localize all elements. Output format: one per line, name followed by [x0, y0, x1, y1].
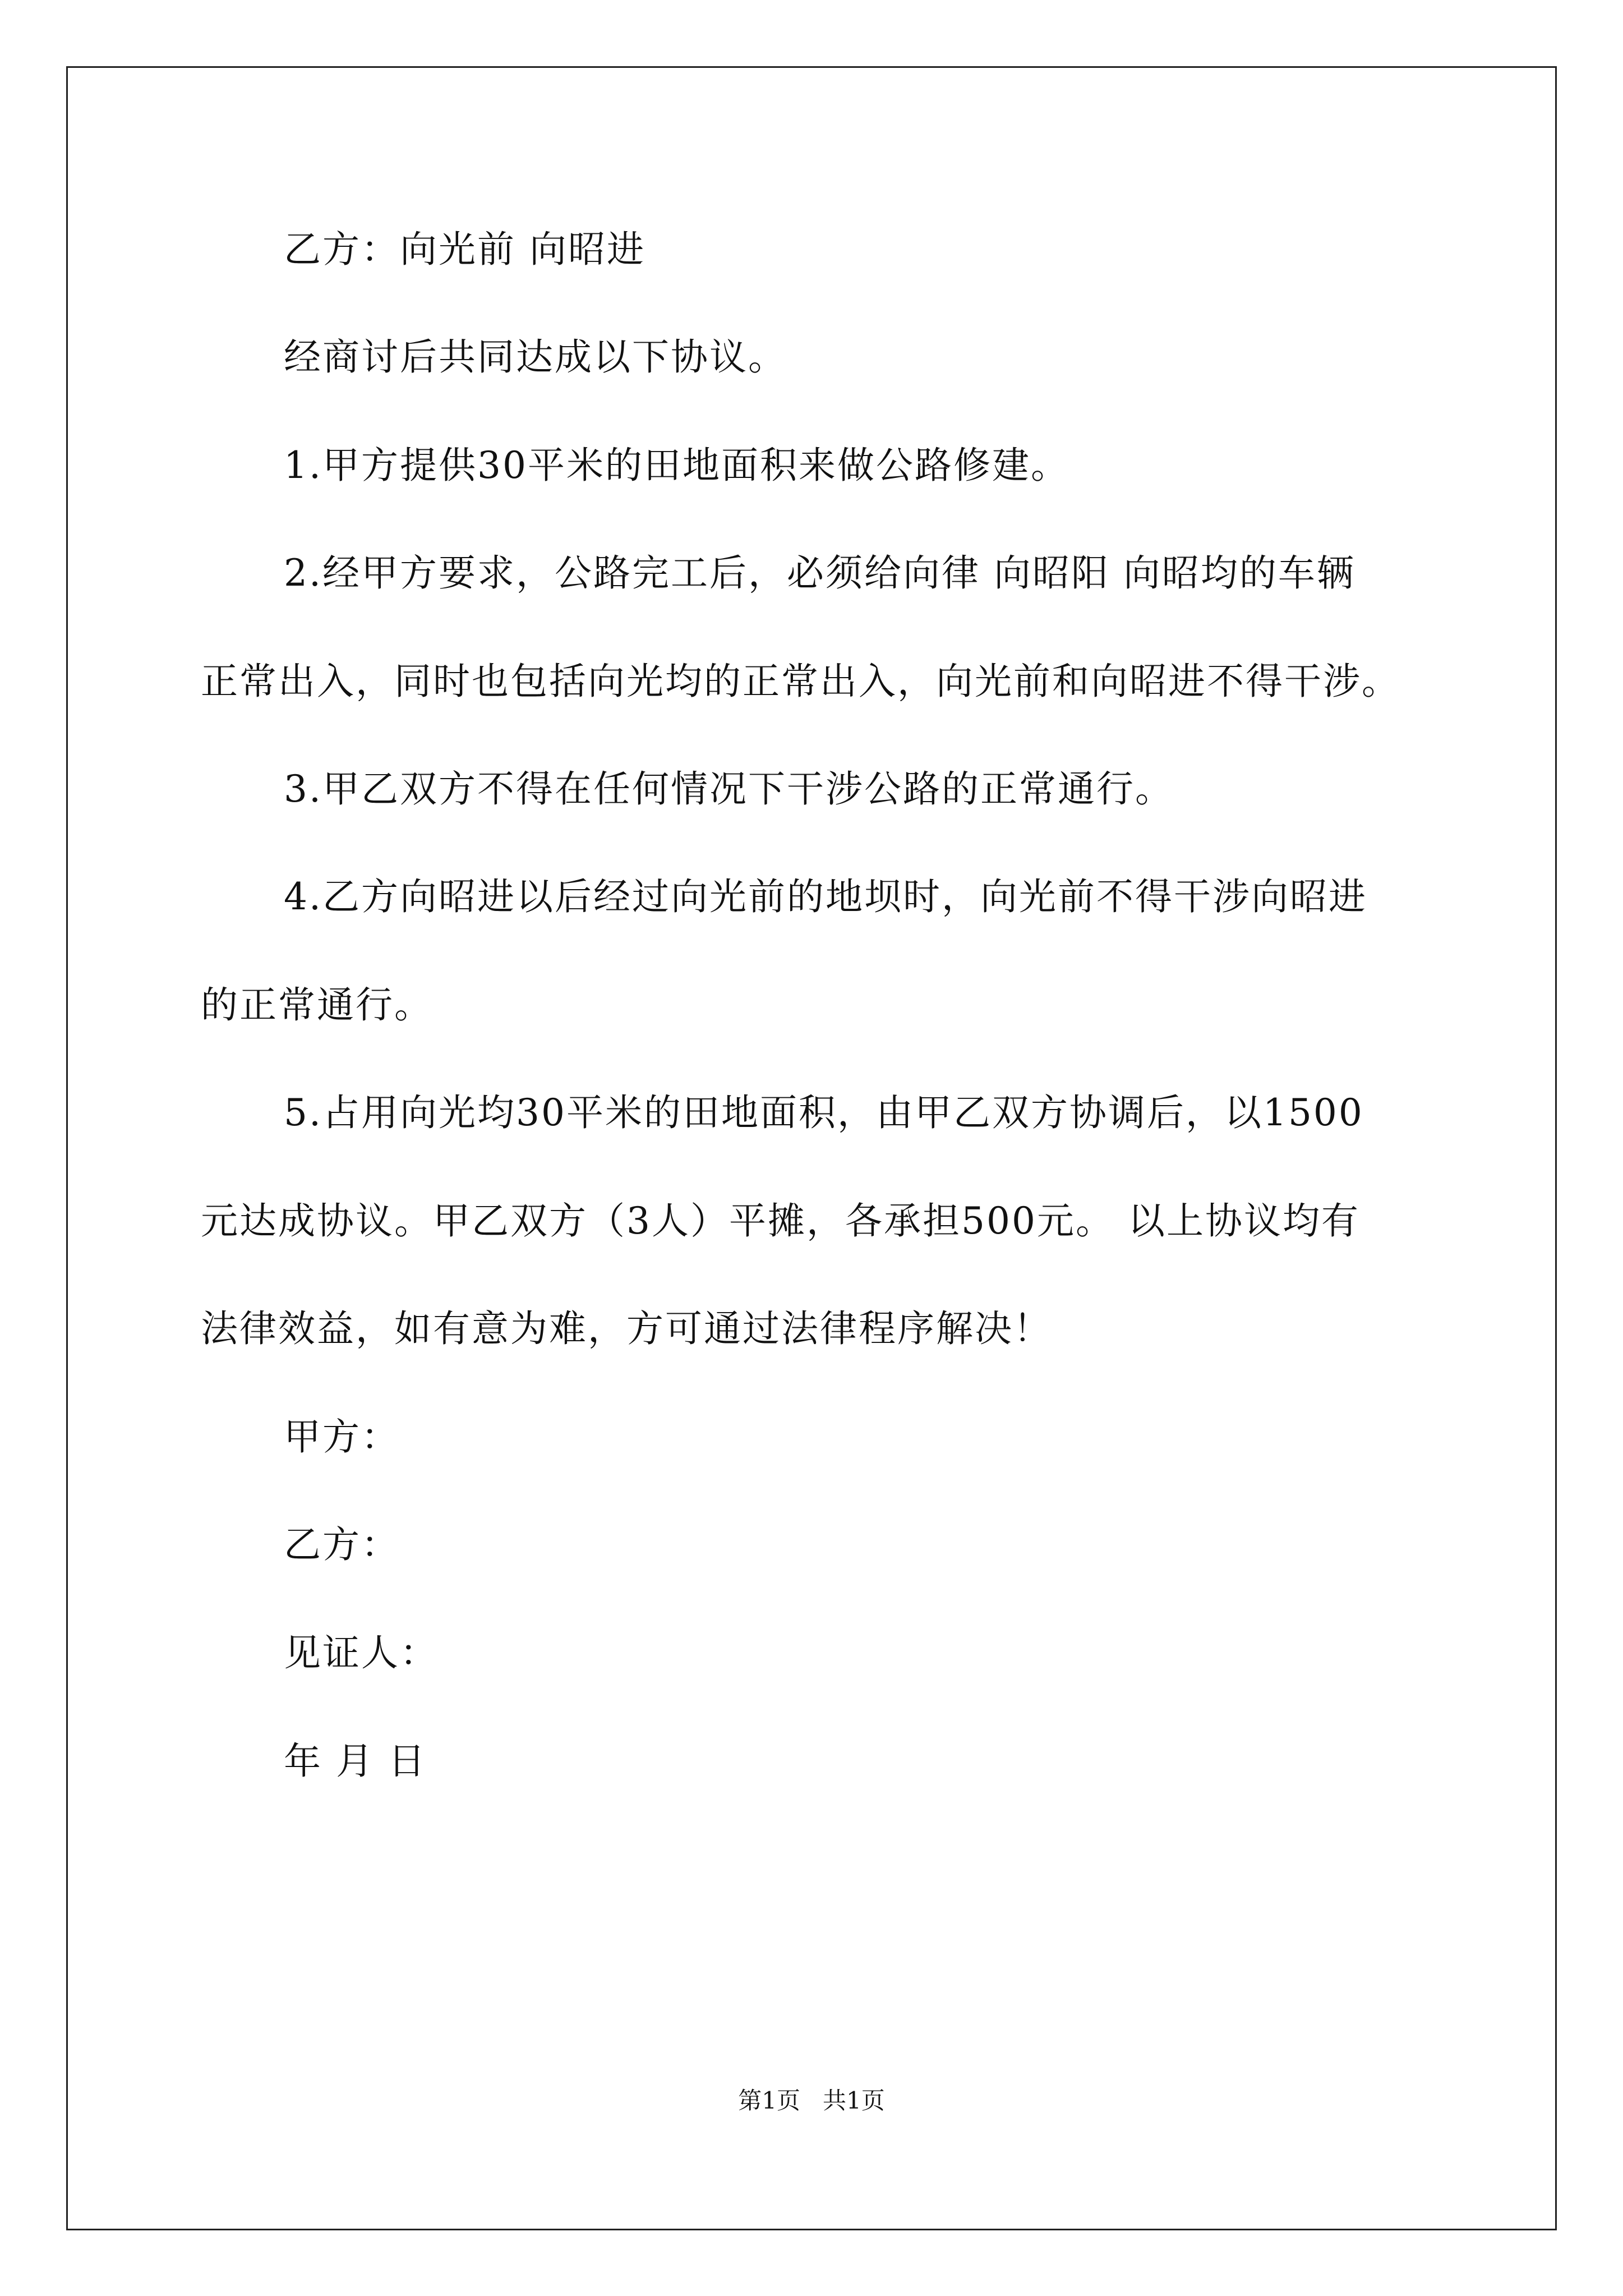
- page-border: [66, 66, 1557, 2230]
- clause-3: 3.甲乙双方不得在任何情况下干涉公路的正常通行。: [284, 767, 1174, 811]
- clause-5-line-3: 法律效益，如有意为难，方可通过法律程序解决！: [201, 1307, 1052, 1350]
- signature-witness: 见证人：: [284, 1631, 439, 1674]
- clause-4-line-2: 的正常通行。: [201, 983, 433, 1027]
- clause-2-line-2: 正常出入，同时也包括向光均的正常出入，向光前和向昭进不得干涉。: [201, 660, 1400, 703]
- clause-5-line-1: 5.占用向光均30平米的田地面积，由甲乙双方协调后，以1500: [284, 1091, 1364, 1134]
- party-b-line: 乙方：向光前 向昭进: [284, 228, 645, 271]
- signature-date: 年 月 日: [284, 1740, 427, 1783]
- page-footer: 第1页 共1页: [738, 2087, 885, 2114]
- clause-4-line-1: 4.乙方向昭进以后经过向光前的地坝时，向光前不得干涉向昭进: [284, 875, 1367, 918]
- clause-1: 1.甲方提供30平米的田地面积来做公路修建。: [284, 444, 1069, 487]
- clause-2-line-1: 2.经甲方要求，公路完工后，必须给向律 向昭阳 向昭均的车辆: [284, 551, 1355, 595]
- intro-line: 经商讨后共同达成以下协议。: [284, 335, 787, 379]
- signature-party-a: 甲方：: [284, 1415, 400, 1458]
- signature-party-b: 乙方：: [284, 1523, 400, 1566]
- clause-5-line-2: 元达成协议。甲乙双方（3人）平摊，各承担500元。 以上协议均有: [201, 1199, 1360, 1243]
